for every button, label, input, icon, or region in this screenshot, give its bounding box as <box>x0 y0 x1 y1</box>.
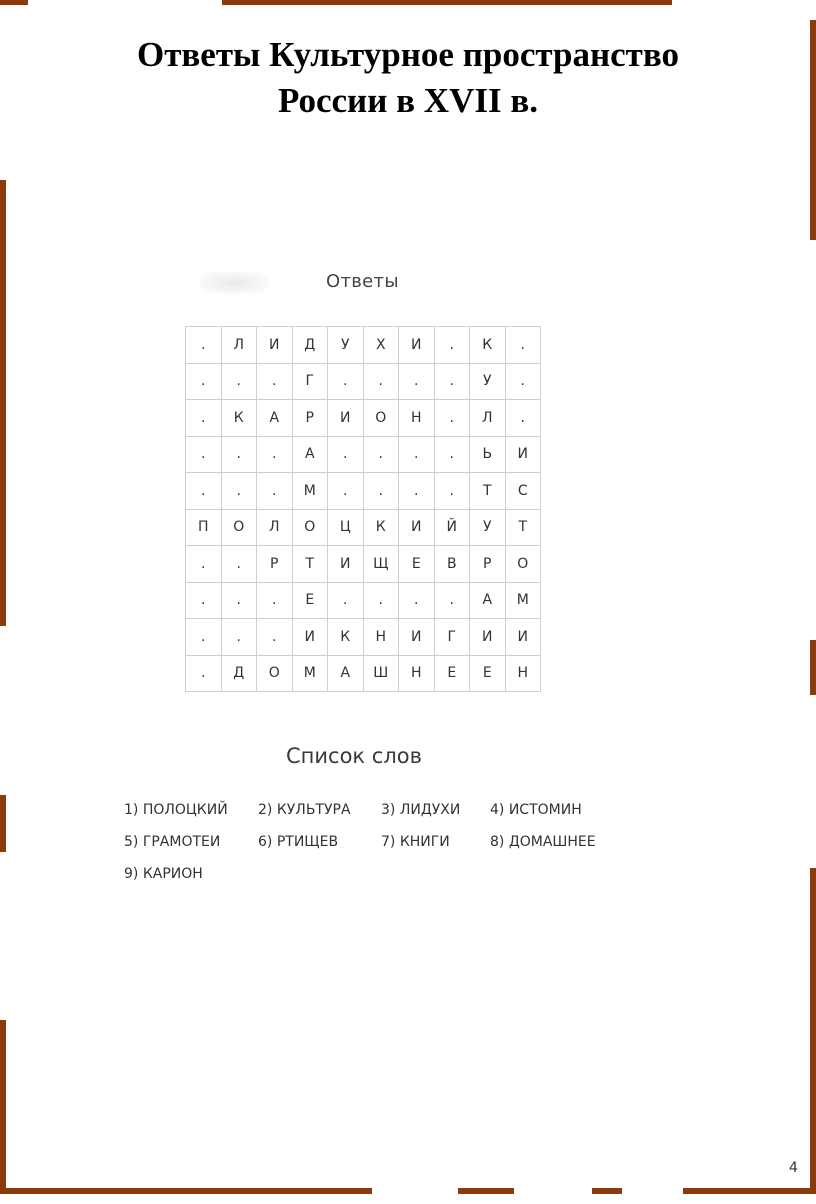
frame-top-left <box>0 0 28 5</box>
grid-row <box>186 619 541 656</box>
grid-cell: . <box>186 582 222 619</box>
grid-cell: Е <box>292 582 328 619</box>
grid-cell: . <box>186 546 222 583</box>
grid-cell: У <box>470 509 506 546</box>
frame-bottom-mid <box>592 1188 622 1194</box>
grid-cell: М <box>505 582 541 619</box>
grid-cell: Е <box>434 655 470 692</box>
grid-row <box>186 509 541 546</box>
grid-cell: . <box>399 363 435 400</box>
grid-cell: . <box>257 473 293 510</box>
grid-cell: П <box>186 509 222 546</box>
grid-cell: . <box>363 582 399 619</box>
grid-cell: Г <box>434 619 470 656</box>
grid-cell: . <box>257 436 293 473</box>
frame-right-lower <box>810 868 816 1192</box>
grid-cell: . <box>328 582 364 619</box>
grid-row <box>186 436 541 473</box>
grid-cell: И <box>257 327 293 364</box>
word-item: 8) ДОМАШНЕЕ <box>490 834 596 850</box>
grid-cell: И <box>399 619 435 656</box>
grid-cell: Р <box>257 546 293 583</box>
grid-cell: М <box>292 655 328 692</box>
grid-cell: . <box>399 582 435 619</box>
grid-row <box>186 655 541 692</box>
grid-cell: . <box>186 655 222 692</box>
grid-cell: К <box>470 327 506 364</box>
word-item: 1) ПОЛОЦКИЙ <box>124 802 228 818</box>
word-item: 4) ИСТОМИН <box>490 802 582 818</box>
grid-cell: О <box>363 400 399 437</box>
word-list-heading: Список слов <box>286 744 422 768</box>
grid-cell: . <box>257 619 293 656</box>
grid-cell: Х <box>363 327 399 364</box>
word-item: 3) ЛИДУХИ <box>381 802 461 818</box>
grid-cell: О <box>257 655 293 692</box>
grid-cell: . <box>186 363 222 400</box>
grid-cell: О <box>292 509 328 546</box>
grid-row <box>186 546 541 583</box>
grid-cell: Н <box>399 400 435 437</box>
grid-cell: У <box>328 327 364 364</box>
grid-cell: . <box>221 582 257 619</box>
grid-cell: Н <box>505 655 541 692</box>
page-title-line-2: России в XVII в. <box>277 81 538 120</box>
frame-left-upper <box>0 180 6 626</box>
grid-cell: . <box>257 363 293 400</box>
grid-cell: Л <box>470 400 506 437</box>
grid-cell: О <box>505 546 541 583</box>
grid-cell: Ь <box>470 436 506 473</box>
grid-cell: А <box>328 655 364 692</box>
grid-cell: И <box>292 619 328 656</box>
grid-cell: Ц <box>328 509 364 546</box>
grid-cell: . <box>221 436 257 473</box>
grid-cell: Т <box>470 473 506 510</box>
grid-cell: И <box>505 619 541 656</box>
grid-cell: Л <box>221 327 257 364</box>
grid-cell: . <box>505 400 541 437</box>
frame-left-middle <box>0 795 6 852</box>
grid-cell: Д <box>292 327 328 364</box>
grid-cell: . <box>434 582 470 619</box>
blurred-watermark <box>200 272 268 294</box>
grid-cell: Е <box>470 655 506 692</box>
grid-cell: К <box>328 619 364 656</box>
grid-row <box>186 400 541 437</box>
grid-cell: . <box>363 473 399 510</box>
word-search-grid <box>185 326 541 692</box>
grid-cell: . <box>221 363 257 400</box>
grid-row <box>186 473 541 510</box>
page-title <box>0 32 816 124</box>
grid-cell: . <box>434 327 470 364</box>
grid-cell: О <box>221 509 257 546</box>
grid-cell: . <box>363 436 399 473</box>
grid-cell: . <box>399 473 435 510</box>
word-item: 6) РТИЩЕВ <box>258 834 339 850</box>
grid-cell: . <box>186 400 222 437</box>
frame-bottom-left <box>0 1188 372 1194</box>
grid-cell: И <box>505 436 541 473</box>
grid-cell: Й <box>434 509 470 546</box>
frame-bottom-right <box>683 1188 816 1194</box>
grid-cell: А <box>470 582 506 619</box>
grid-row <box>186 363 541 400</box>
frame-right-middle <box>810 640 816 695</box>
word-item: 2) КУЛЬТУРА <box>258 802 351 818</box>
answers-subtitle: Ответы <box>326 271 399 292</box>
grid-cell: . <box>186 473 222 510</box>
grid-cell: Щ <box>363 546 399 583</box>
page-number: 4 <box>789 1160 798 1176</box>
grid-cell: С <box>505 473 541 510</box>
grid-cell: . <box>434 436 470 473</box>
grid-cell: . <box>328 436 364 473</box>
grid-cell: Д <box>221 655 257 692</box>
grid-cell: . <box>186 619 222 656</box>
grid-cell: И <box>328 400 364 437</box>
word-item: 7) КНИГИ <box>381 834 450 850</box>
grid-cell: Н <box>399 655 435 692</box>
grid-cell: Н <box>363 619 399 656</box>
grid-cell: . <box>399 436 435 473</box>
grid-cell: . <box>257 582 293 619</box>
grid-cell: . <box>186 327 222 364</box>
grid-cell: А <box>257 400 293 437</box>
grid-cell: Т <box>505 509 541 546</box>
grid-row <box>186 327 541 364</box>
grid-cell: . <box>328 473 364 510</box>
grid-cell: . <box>434 473 470 510</box>
grid-cell: Л <box>257 509 293 546</box>
grid-cell: К <box>363 509 399 546</box>
frame-top-center <box>222 0 672 5</box>
grid-cell: И <box>399 509 435 546</box>
grid-cell: Е <box>399 546 435 583</box>
frame-left-lower <box>0 1020 6 1194</box>
grid-cell: У <box>470 363 506 400</box>
grid-cell: Г <box>292 363 328 400</box>
page-title-line-1: Ответы Культурное пространство <box>136 35 680 74</box>
grid-row <box>186 582 541 619</box>
grid-cell: . <box>221 473 257 510</box>
grid-cell: И <box>399 327 435 364</box>
grid-cell: В <box>434 546 470 583</box>
grid-cell: Р <box>470 546 506 583</box>
word-item: 5) ГРАМОТЕИ <box>124 834 221 850</box>
word-item: 9) КАРИОН <box>124 866 203 882</box>
grid-cell: . <box>505 327 541 364</box>
grid-cell: . <box>221 619 257 656</box>
grid-cell: . <box>505 363 541 400</box>
grid-cell: И <box>328 546 364 583</box>
grid-cell: А <box>292 436 328 473</box>
frame-bottom-center <box>458 1188 514 1194</box>
grid-cell: М <box>292 473 328 510</box>
grid-cell: И <box>470 619 506 656</box>
grid-cell: . <box>186 436 222 473</box>
grid-cell: . <box>221 546 257 583</box>
grid-cell: Р <box>292 400 328 437</box>
grid-cell: Ш <box>363 655 399 692</box>
grid-cell: . <box>434 363 470 400</box>
grid-cell: К <box>221 400 257 437</box>
grid-cell: . <box>434 400 470 437</box>
grid-cell: . <box>363 363 399 400</box>
grid-cell: Т <box>292 546 328 583</box>
grid-cell: . <box>328 363 364 400</box>
